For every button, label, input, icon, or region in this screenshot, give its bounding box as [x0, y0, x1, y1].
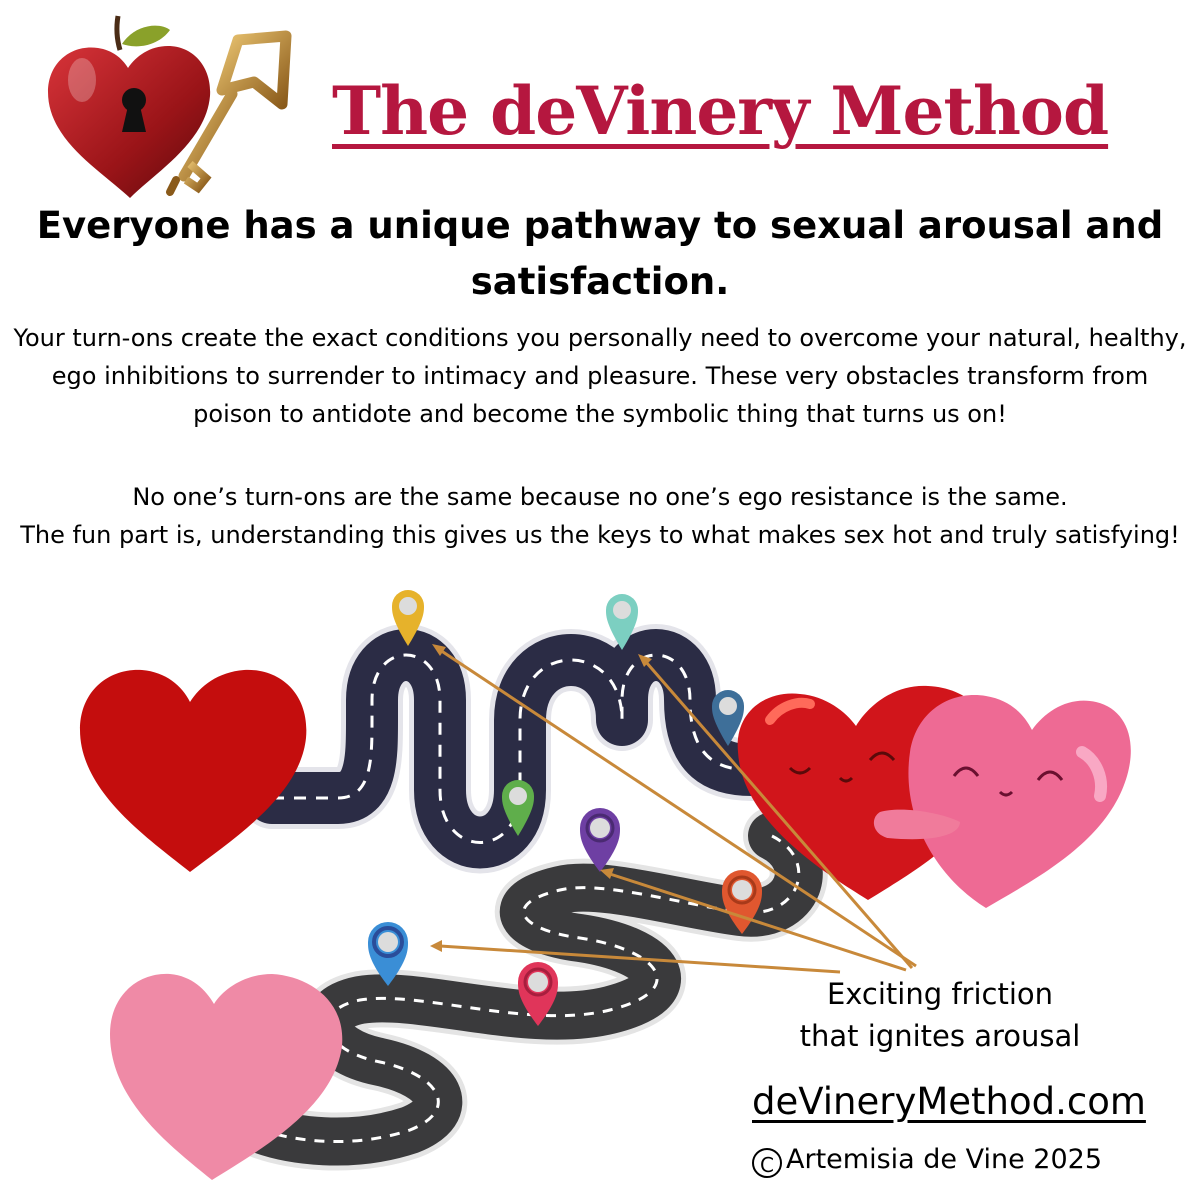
caption-line-2: that ignites arousal — [799, 1019, 1081, 1053]
website-link[interactable]: deVineryMethod.com — [752, 1080, 1146, 1123]
copyright-symbol-icon: C — [752, 1148, 782, 1178]
page-title: The deVinery Method — [332, 72, 1109, 150]
second-paragraph-line-2: The fun part is, understanding this gives us the keys to what makes sex hot and truly satisfying! — [20, 521, 1180, 549]
second-paragraph — [10, 478, 1190, 554]
caption-line-1: Exciting friction — [826, 977, 1054, 1011]
copyright — [752, 1144, 1192, 1178]
friction-caption — [790, 973, 1090, 1057]
headline: Everyone has a unique pathway to sexual arousal and satisfaction. — [36, 204, 1164, 303]
copyright-text: Artemisia de Vine 2025 — [786, 1144, 1102, 1175]
second-paragraph-line-1: No one’s turn-ons are the same because no one’s ego resistance is the same. — [132, 483, 1068, 511]
intro-paragraph: Your turn-ons create the exact conditions you personally need to overcome your natural, healthy, ego inhibitions to surrender to intimacy and pleasure. These very obstacles transform from poison to antidote and become the symbolic thing that turns us on! — [13, 324, 1187, 428]
red-heart — [80, 670, 306, 872]
